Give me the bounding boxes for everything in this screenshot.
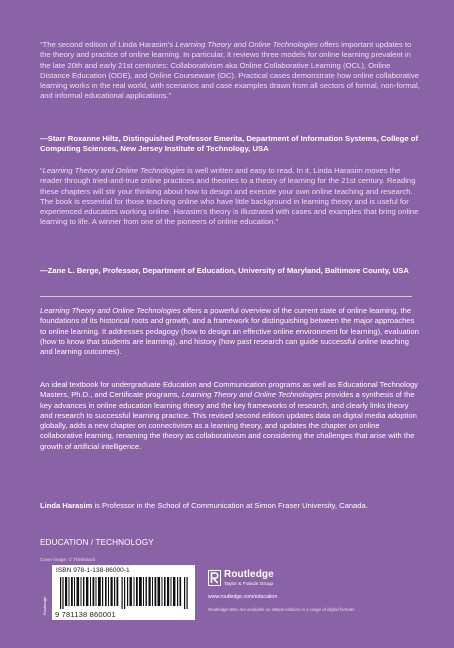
endorsement-quote-2: “Learning Theory and Online Technologies is well written and easy to read. In it, Linda Harasim moves the reader through tried-and-true online practices and theories to a theory of learning for the 21st century. Reading these chapters will stir your thinking about how to design and execute your own online teaching and research. The book is essential for those teaching online who have little background in learning theory and is useful for experienced educators working online. Harasim’s theory is illustrated with cases and examples that bring online learning to life. A winner from one of the pioneers of online education.”: [40, 166, 419, 227]
publisher-group: Taylor & Francis Group: [224, 582, 274, 587]
routledge-logo-icon: [208, 570, 221, 586]
endorsement-quote-1: “The second edition of Linda Harasim’s Learning Theory and Online Technologies offers important updates to the theory and practice of online learning. In particular, it reviews three models for online learning prevalent in the late 20th and early 21st centuries: Collaborativism aka Online Collaborative Learning (OCL), Online Distance Education (ODE), and Online Courseware (OC). Practical cases demonstrate how online collaborative learning works in the real world, with scenarios and case examples drawn from all sectors of formal, non-formal, and informal educational applications.”: [40, 40, 420, 101]
ebook-note: Routledge titles are available as eBook editions in a range of digital formats: [208, 607, 355, 612]
book-title-italic: Learning Theory and Online Technologies: [175, 40, 318, 49]
isbn-digits: 9 781138 860001: [55, 610, 116, 619]
description-paragraph-2: An ideal textbook for undergraduate Education and Communication programs as well as Educational Technology Masters, Ph.D., and Certificate programs, Learning Theory and Online Technologies provides a synthesis of the key advances in online education learning theory and the key frameworks of research, and clearly links theory and research to successful learning practice. This revised second edition updates data on digital media adoption globally, adds a new chapter on connectivism as a learning theory, and updates the chapter on online collaborative learning, renaming the theory as collaborativism and considering the challenges that arise with the growth of artificial intelligence.: [40, 380, 419, 451]
book-title-italic: Learning Theory and Online Technologies: [181, 390, 323, 400]
description-paragraph-1: Learning Theory and Online Technologies offers a powerful overview of the current state of online learning, the foundations of its historical roots and growth, and a framework for distinguishing between the major approaches to online learning. It addresses pedagogy (how to design an effective online environment for learning), evaluation (how to know that students are learning), and history (how past research can guide successful online teaching and learning outcomes).: [40, 306, 419, 357]
author-bio: Linda Harasim is Professor in the School of Communication at Simon Fraser University, Canada.: [40, 501, 368, 510]
divider: [40, 296, 412, 297]
subject-category: EDUCATION / TECHNOLOGY: [40, 538, 154, 547]
isbn-label: ISBN 978-1-138-86000-1: [56, 567, 130, 574]
cover-credit: Cover image: © Thinkstock: [40, 557, 96, 562]
endorsement-attribution-2: —Zane L. Berge, Professor, Department of Education, University of Maryland, Baltimore County, USA: [40, 266, 409, 275]
publisher-url[interactable]: www.routledge.com/education: [208, 594, 278, 600]
publisher-name: Routledge: [224, 569, 274, 580]
author-name: Linda Harasim: [40, 501, 93, 510]
barcode-icon: [60, 577, 188, 609]
barcode-panel: [40, 565, 195, 620]
book-title-italic: Learning Theory and Online Technologies: [40, 306, 181, 315]
endorsement-attribution-1: —Starr Roxanne Hiltz, Distinguished Professor Emerita, Department of Information Systems, College of Computing Sciences, New Jersey Institute of Technology, USA: [40, 134, 419, 154]
book-title-italic: Learning Theory and Online Technologies: [42, 166, 186, 175]
barcode-side-tab: Routledge: [40, 565, 52, 620]
